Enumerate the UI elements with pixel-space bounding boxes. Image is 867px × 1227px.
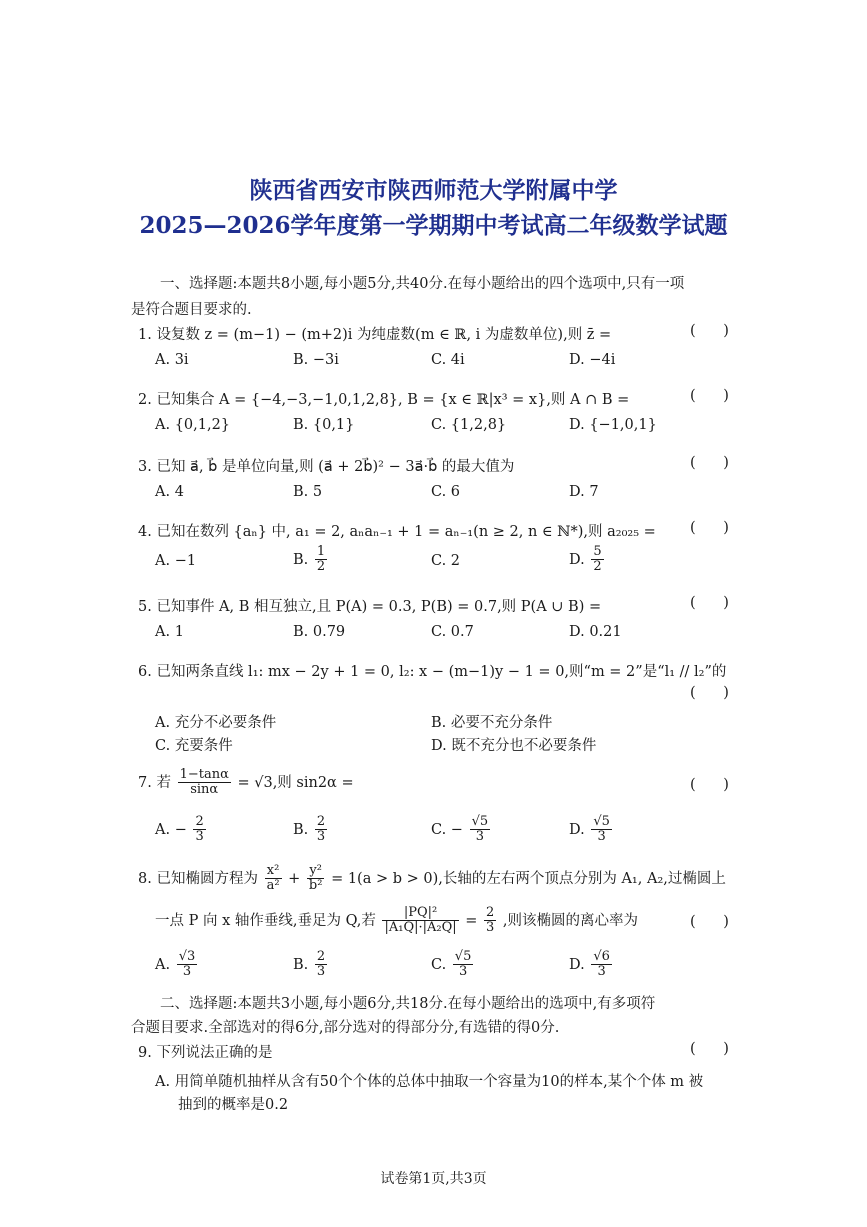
- q7-option-c: [431, 815, 492, 845]
- q9-option-a-line2: 抽到的概率是0.2: [178, 1097, 289, 1113]
- q4-option-d: [569, 545, 606, 575]
- q3-option-d: D. 7: [569, 484, 599, 500]
- q1-option-d: D. −4i: [569, 352, 616, 368]
- q6-option-c: C. 充要条件: [155, 738, 233, 754]
- q7-stem-suffix: = √3,则 sin2α =: [237, 774, 354, 791]
- q8-option-b-label: B.: [293, 956, 309, 973]
- q6-answer-paren: ( ): [690, 685, 729, 701]
- q4-option-d-fraction: $\frac{5}{2}$: [593, 544, 602, 575]
- q5-option-d: D. 0.21: [569, 624, 622, 640]
- q2-stem: 2. 已知集合 A = {−4,−3,−1,0,1,2,8}, B = {x ∈ ℝ|x³ = x},则 A ∩ B =: [138, 392, 630, 408]
- q7-option-a: [155, 815, 208, 845]
- q1-option-c: C. 4i: [431, 352, 465, 368]
- q8-stem-line1: [138, 864, 726, 894]
- q8-option-d-label: D.: [569, 956, 585, 973]
- q3-option-b: B. 5: [293, 484, 323, 500]
- section1-intro-line2: 是符合题目要求的.: [131, 302, 252, 318]
- q6-option-a: A. 充分不必要条件: [155, 715, 277, 731]
- q8-fraction-ratio: $\frac{\text{|PQ|²}}{\text{|A₁Q|·|A₂Q|}}$: [384, 905, 457, 936]
- q1-answer-paren: ( ): [690, 323, 729, 339]
- q4-option-d-label: D.: [569, 551, 585, 568]
- q1-option-b: B. −3i: [293, 352, 339, 368]
- section2-intro-line1: 二、选择题:本题共3小题,每小题6分,共18分.在每小题给出的选项中,有多项符: [160, 996, 656, 1012]
- q8-plus-sign: +: [288, 870, 301, 887]
- q8-option-d: [569, 950, 614, 980]
- q6-option-d: D. 既不充分也不必要条件: [431, 738, 597, 754]
- q7-stem-fraction: $\frac{1-\tan\alpha}{\sin\alpha}$: [179, 767, 229, 798]
- q6-option-b: B. 必要不充分条件: [431, 715, 553, 731]
- q7-answer-paren: ( ): [690, 777, 729, 793]
- q4-answer-paren: ( ): [690, 520, 729, 536]
- q5-answer-paren: ( ): [690, 595, 729, 611]
- q8-option-c-fraction: $\frac{√5}{3}$: [454, 949, 472, 980]
- page-footer: 试卷第1页,共3页: [380, 1171, 487, 1187]
- q2-option-a: A. {0,1,2}: [155, 417, 231, 433]
- q7-option-b-fraction: $\frac{2}{3}$: [316, 814, 326, 845]
- q5-option-b: B. 0.79: [293, 624, 346, 640]
- q8-stem-suffix: = 1(a > b > 0),长轴的左右两个顶点分别为 A₁, A₂,过椭圆上: [331, 870, 726, 887]
- q3-option-c: C. 6: [431, 484, 461, 500]
- q8-option-a-label: A.: [155, 956, 171, 973]
- q8-answer-paren: ( ): [690, 914, 729, 930]
- q7-option-c-fraction: $\frac{√5}{3}$: [471, 814, 489, 845]
- q9-option-a-line1: A. 用简单随机抽样从含有50个个体的总体中抽取一个容量为10的样本,某个个体 m 被: [155, 1074, 704, 1090]
- q7-option-a-fraction: $\frac{2}{3}$: [195, 814, 204, 845]
- q2-option-c: C. {1,2,8}: [431, 417, 507, 433]
- q4-option-b-label: B.: [293, 551, 309, 568]
- q1-stem: 1. 设复数 z = (m−1) − (m+2)i 为纯虚数(m ∈ ℝ, i 为虚数单位),则 z̄ =: [138, 327, 612, 343]
- q8-fraction-two-thirds: $\frac{2}{3}$: [486, 905, 495, 936]
- q5-stem: 5. 已知事件 A, B 相互独立,且 P(A) = 0.3, P(B) = 0.7,则 P(A ∪ B) =: [138, 599, 602, 615]
- q8-option-a: [155, 950, 199, 980]
- q8-line2-suffix: ,则该椭圆的离心率为: [502, 912, 639, 929]
- q2-answer-paren: ( ): [690, 388, 729, 404]
- q7-stem: [138, 768, 354, 798]
- exam-title: 2025—2026学年度第一学期期中考试高二年级数学试题: [139, 212, 728, 239]
- q8-line2-prefix: 一点 P 向 x 轴作垂线,垂足为 Q,若: [155, 912, 376, 929]
- q3-stem: 3. 已知 a⃗, b⃗ 是单位向量,则 (a⃗ + 2b⃗)² − 3a⃗·b⃗ 的最大值为: [138, 459, 515, 475]
- q7-stem-prefix: 7. 若: [138, 774, 171, 791]
- q8-stem-prefix: 8. 已知椭圆方程为: [138, 870, 258, 887]
- q8-option-c-label: C.: [431, 956, 447, 973]
- q2-option-b: B. {0,1}: [293, 417, 355, 433]
- q7-option-d-fraction: $\frac{√5}{3}$: [593, 814, 610, 845]
- q8-option-c: [431, 950, 475, 980]
- q4-option-b-fraction: $\frac{1}{2}$: [316, 544, 326, 575]
- q8-fraction-y: $\frac{\text{y²}}{\text{b²}}$: [308, 863, 323, 894]
- q4-option-b: [293, 545, 329, 575]
- q7-option-a-label: A. −: [155, 821, 187, 838]
- q7-option-c-label: C. −: [431, 821, 463, 838]
- q7-option-d: [569, 815, 614, 845]
- section2-intro-line2: 合题目要求.全部选对的得6分,部分选对的得部分分,有选错的得0分.: [131, 1020, 560, 1036]
- q3-answer-paren: ( ): [690, 455, 729, 471]
- q2-option-d: D. {−1,0,1}: [569, 417, 657, 433]
- q5-option-a: A. 1: [155, 624, 184, 640]
- q1-option-a: A. 3i: [155, 352, 189, 368]
- school-title: 陕西省西安市陕西师范大学附属中学: [249, 177, 618, 204]
- q8-stem-line2: [155, 906, 638, 936]
- q8-option-d-fraction: $\frac{√6}{3}$: [593, 949, 610, 980]
- q8-option-b: [293, 950, 329, 980]
- q6-stem: 6. 已知两条直线 l₁: mx − 2y + 1 = 0, l₂: x − (m−1)y − 1 = 0,则“m = 2”是“l₁ // l₂”的: [138, 664, 727, 680]
- q8-fraction-x: $\frac{\text{x²}}{\text{a²}}$: [266, 863, 280, 894]
- section1-intro-line1: 一、选择题:本题共8小题,每小题5分,共40分.在每小题给出的四个选项中,只有一项: [160, 276, 685, 292]
- q5-option-c: C. 0.7: [431, 624, 474, 640]
- q4-option-a: A. −1: [155, 553, 197, 569]
- q4-stem: 4. 已知在数列 {aₙ} 中, a₁ = 2, aₙaₙ₋₁ + 1 = aₙ₋₁(n ≥ 2, n ∈ ℕ*),则 a₂₀₂₅ =: [138, 524, 656, 540]
- q9-answer-paren: ( ): [690, 1041, 729, 1057]
- q4-option-c: C. 2: [431, 553, 461, 569]
- q7-option-b: [293, 815, 329, 845]
- q3-option-a: A. 4: [155, 484, 184, 500]
- q9-stem: 9. 下列说法正确的是: [138, 1045, 273, 1061]
- q8-option-a-fraction: $\frac{√3}{3}$: [178, 949, 196, 980]
- q8-option-b-fraction: $\frac{2}{3}$: [316, 949, 326, 980]
- q7-option-b-label: B.: [293, 821, 309, 838]
- q8-equals-sign: =: [465, 912, 478, 929]
- q7-option-d-label: D.: [569, 821, 585, 838]
